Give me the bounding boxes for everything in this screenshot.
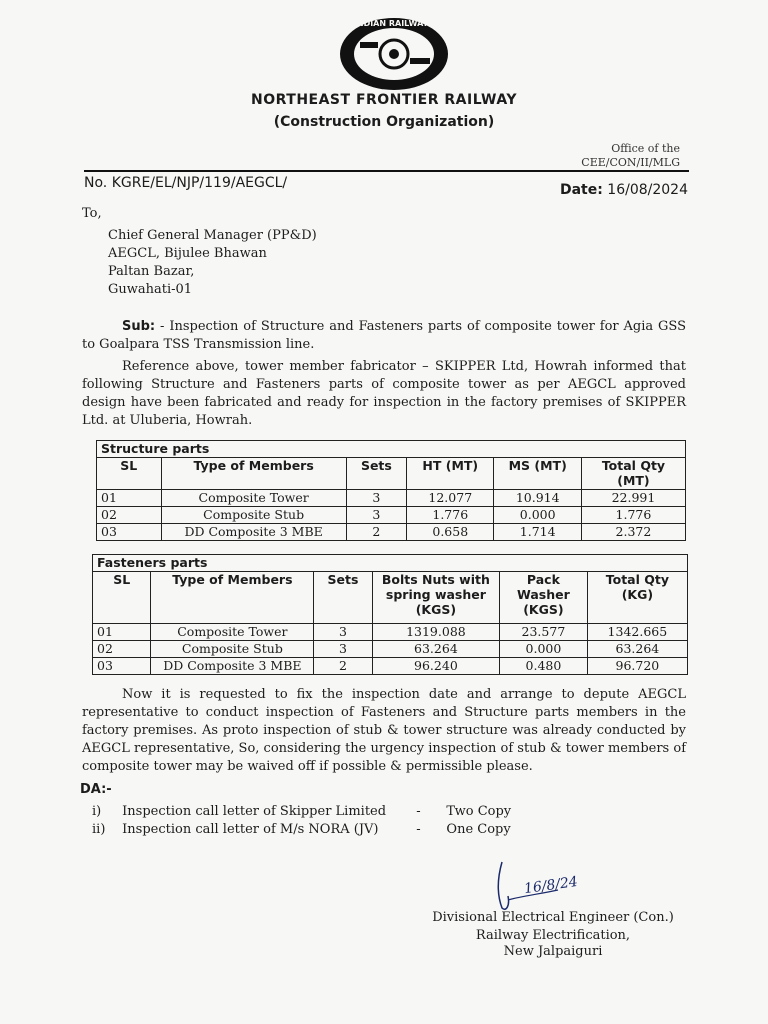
enclosure-item xyxy=(92,822,511,837)
fasteners-header-type: Type of Members xyxy=(151,572,314,624)
recipient-line-2: AEGCL, Bijulee Bhawan xyxy=(108,246,267,261)
enclosure-item xyxy=(92,804,511,819)
fasteners-header-sets: Sets xyxy=(314,572,372,624)
cell: 63.264 xyxy=(372,641,499,658)
cell: Composite Stub xyxy=(151,641,314,658)
table-row xyxy=(93,658,688,675)
to-label: To, xyxy=(82,206,102,221)
structure-header-total: Total Qty (MT) xyxy=(581,458,685,490)
request-paragraph: Now it is requested to fix the inspection date and arrange to depute AEGCL representative to conduct inspection of Fasteners and Structure parts members in the factory premises. As proto inspection of stub & tower structure was already conducted by AEGCL representative, So, considering the urgency inspection of stub & tower members of composite tower may be waived off if possible & permissible please. xyxy=(82,687,686,774)
enclosure-text: Inspection call letter of M/s NORA (JV) xyxy=(122,822,379,837)
signatory-location: New Jalpaiguri xyxy=(503,944,603,959)
fasteners-header-total: Total Qty (KG) xyxy=(587,572,687,624)
cell: 0.658 xyxy=(407,524,494,541)
enclosure-num: ii) xyxy=(92,822,106,837)
cell: 1.714 xyxy=(494,524,581,541)
structure-table xyxy=(96,440,686,541)
cell: 63.264 xyxy=(587,641,687,658)
enclosure-copies: Two Copy xyxy=(446,804,512,819)
cell: 3 xyxy=(346,490,406,507)
subject-text: - Inspection of Structure and Fasteners parts of composite tower for Agia GSS to Goalpara TSS Transmission line. xyxy=(82,319,686,352)
table-row xyxy=(97,507,686,524)
enclosure-copies: One Copy xyxy=(446,822,511,837)
date-label: Date: xyxy=(559,182,603,198)
cell: 3 xyxy=(314,624,372,641)
cell: 03 xyxy=(93,658,151,675)
cell: 96.240 xyxy=(372,658,499,675)
cell: 3 xyxy=(346,507,406,524)
cell: 23.577 xyxy=(500,624,588,641)
structure-table-caption: Structure parts xyxy=(97,441,686,458)
header-rule xyxy=(84,170,689,172)
cell: 0.000 xyxy=(500,641,588,658)
date-value: 16/08/2024 xyxy=(607,182,688,198)
enclosure-text: Inspection call letter of Skipper Limited xyxy=(122,804,387,819)
structure-header-ht: HT (MT) xyxy=(407,458,494,490)
railway-logo xyxy=(338,14,450,92)
cell: 10.914 xyxy=(494,490,581,507)
enclosure-dash: - xyxy=(416,822,421,837)
cell: 12.077 xyxy=(407,490,494,507)
cell: 01 xyxy=(97,490,162,507)
cell: Composite Tower xyxy=(161,490,346,507)
enclosures-label: DA:- xyxy=(80,782,112,797)
cell: 02 xyxy=(97,507,162,524)
fasteners-header-pack: Pack Washer (KGS) xyxy=(500,572,588,624)
fasteners-table-caption: Fasteners parts xyxy=(93,555,688,572)
table-row xyxy=(97,490,686,507)
cell: 0.000 xyxy=(494,507,581,524)
structure-header-ms: MS (MT) xyxy=(494,458,581,490)
cell: 03 xyxy=(97,524,162,541)
cell: DD Composite 3 MBE xyxy=(151,658,314,675)
cell: Composite Stub xyxy=(161,507,346,524)
letter-date xyxy=(560,182,688,198)
cell: 01 xyxy=(93,624,151,641)
office-line-2: CEE/CON/II/MLG xyxy=(581,156,680,169)
subject-paragraph xyxy=(82,318,686,354)
svg-text:16/8/24: 16/8/24 xyxy=(523,873,579,898)
cell: 1342.665 xyxy=(587,624,687,641)
svg-text:INDIAN RAILWAYS: INDIAN RAILWAYS xyxy=(353,19,435,28)
fasteners-header-bolts: Bolts Nuts with spring washer (KGS) xyxy=(372,572,499,624)
cell: 0.480 xyxy=(500,658,588,675)
table-row xyxy=(97,524,686,541)
cell: Composite Tower xyxy=(151,624,314,641)
fasteners-header-sl: SL xyxy=(93,572,151,624)
office-line-1: Office of the xyxy=(611,142,680,155)
cell: 96.720 xyxy=(587,658,687,675)
signatory-title: Divisional Electrical Engineer (Con.) xyxy=(432,910,674,925)
cell: DD Composite 3 MBE xyxy=(161,524,346,541)
cell: 02 xyxy=(93,641,151,658)
org-name: NORTHEAST FRONTIER RAILWAY xyxy=(251,92,517,108)
recipient-line-3: Paltan Bazar, xyxy=(108,264,195,279)
org-subtitle: (Construction Organization) xyxy=(273,114,495,130)
fasteners-table xyxy=(92,554,688,675)
cell: 1.776 xyxy=(581,507,685,524)
recipient-line-4: Guwahati-01 xyxy=(108,282,193,297)
structure-header-type: Type of Members xyxy=(161,458,346,490)
enclosure-num: i) xyxy=(92,804,102,819)
reference-paragraph: Reference above, tower member fabricator – SKIPPER Ltd, Howrah informed that following Structure and Fasteners parts of composite tower as per AEGCL approved design have been fabricated and ready for inspection in the factory premises of SKIPPER Ltd. at Uluberia, Howrah. xyxy=(82,359,686,428)
cell: 1319.088 xyxy=(372,624,499,641)
cell: 22.991 xyxy=(581,490,685,507)
enclosure-dash: - xyxy=(416,804,421,819)
structure-header-sl: SL xyxy=(97,458,162,490)
table-row xyxy=(93,624,688,641)
subject-label: Sub: xyxy=(122,319,156,334)
table-row xyxy=(93,641,688,658)
signatory-unit: Railway Electrification, xyxy=(475,928,631,943)
recipient-line-1: Chief General Manager (PP&D) xyxy=(108,228,317,243)
letter-number: No. KGRE/EL/NJP/119/AEGCL/ xyxy=(84,175,288,191)
cell: 2.372 xyxy=(581,524,685,541)
cell: 2 xyxy=(314,658,372,675)
structure-header-sets: Sets xyxy=(346,458,406,490)
cell: 2 xyxy=(346,524,406,541)
cell: 3 xyxy=(314,641,372,658)
cell: 1.776 xyxy=(407,507,494,524)
handwritten-signature xyxy=(488,856,608,916)
